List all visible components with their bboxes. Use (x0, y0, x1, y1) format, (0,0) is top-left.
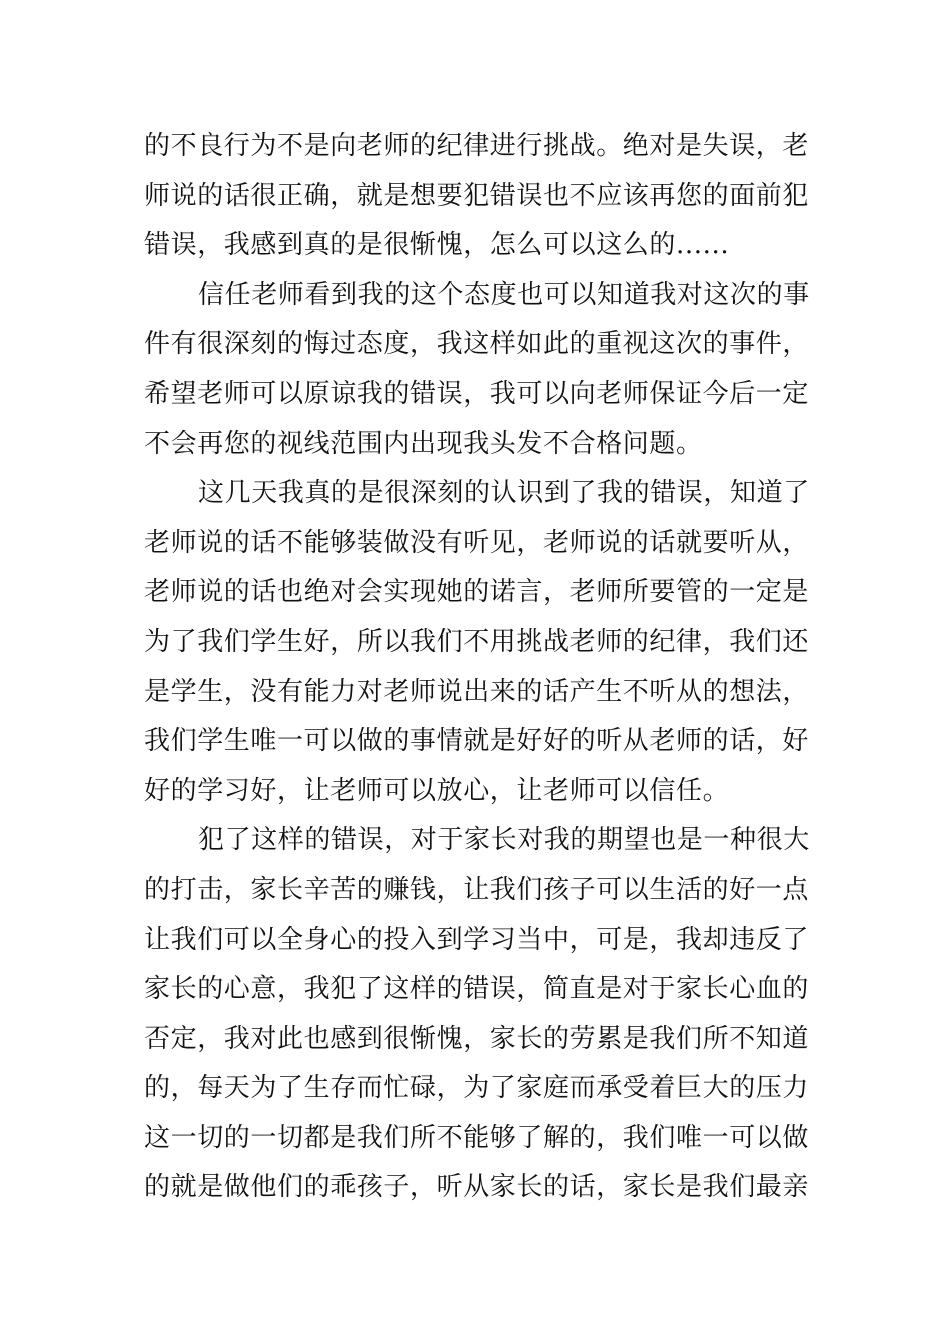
text-line: 这一切的一切都是我们所不能够了解的，我们唯一可以做 (144, 1122, 810, 1153)
text-line: 老师说的话也绝对会实现她的诺言，老师所要管的一定是 (144, 577, 810, 608)
body-text (144, 122, 809, 1213)
text-line: 希望老师可以原谅我的错误，我可以向老师保证今后一定 (144, 378, 810, 409)
text-line: 的不良行为不是向老师的纪律进行挑战。绝对是失误，老 (144, 131, 810, 161)
paragraph-start-line: 信任老师看到我的这个态度也可以知道我对这次的事 (198, 279, 810, 310)
text-line: 的，每天为了生存而忙碌，为了家庭而承受着巨大的压力 (144, 1073, 810, 1104)
text-line: 是学生，没有能力对老师说出来的话产生不听从的想法， (144, 676, 810, 707)
text-line: 我们学生唯一可以做的事情就是好好的听从老师的话，好 (144, 726, 810, 757)
text-line: 家长的心意，我犯了这样的错误，简直是对于家长心血的 (144, 974, 810, 1005)
text-line: 为了我们学生好，所以我们不用挑战老师的纪律，我们还 (144, 626, 810, 657)
text-line: 件有很深刻的悔过态度，我这样如此的重视这次的事件， (144, 329, 810, 360)
paragraph-start-line: 这几天我真的是很深刻的认识到了我的错误，知道了 (198, 478, 810, 509)
text-line: 的打击，家长辛苦的赚钱，让我们孩子可以生活的好一点 (144, 874, 810, 905)
text-line: 让我们可以全身心的投入到学习当中，可是，我却违反了 (144, 924, 810, 955)
text-line: 不会再您的视线范围内出现我头发不合格问题。 (144, 428, 703, 459)
paragraph-start-line: 犯了这样的错误，对于家长对我的期望也是一种很大 (198, 825, 810, 856)
text-line: 好的学习好，让老师可以放心，让老师可以信任。 (144, 775, 730, 806)
text-line: 老师说的话不能够装做没有听见，老师说的话就要听从， (144, 527, 810, 558)
text-line: 错误，我感到真的是很惭愧，怎么可以这么的...... (144, 230, 730, 261)
text-line: 否定，我对此也感到很惭愧，家长的劳累是我们所不知道 (144, 1023, 810, 1054)
text-line: 师说的话很正确，就是想要犯错误也不应该再您的面前犯 (144, 180, 810, 211)
text-line: 的就是做他们的乖孩子，听从家长的话，家长是我们最亲 (144, 1172, 810, 1203)
